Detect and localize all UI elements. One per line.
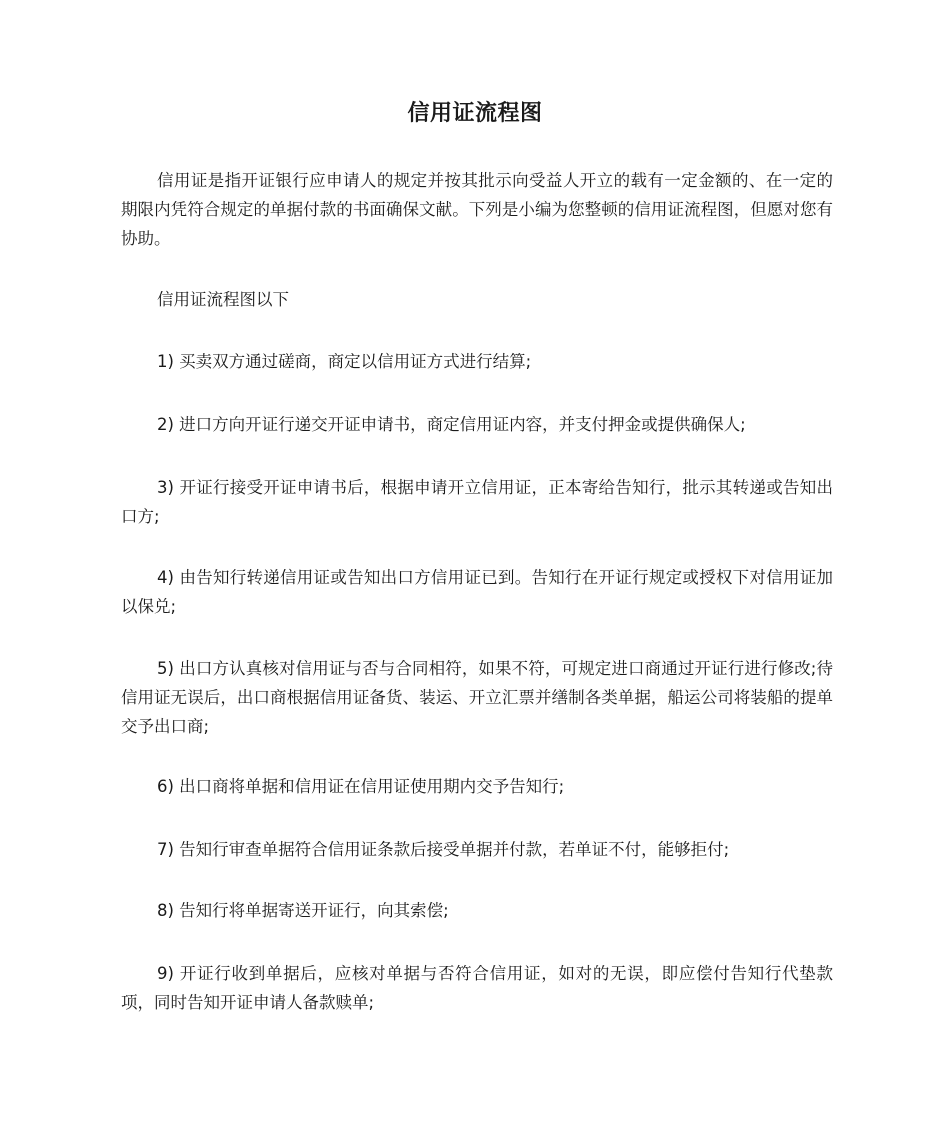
step-1-paragraph: 1) 买卖双方通过磋商，商定以信用证方式进行结算; — [157, 352, 532, 371]
step-7-paragraph: 7) 告知行审查单据符合信用证条款后接受单据并付款，若单证不付，能够拒付; — [157, 840, 730, 859]
step-4-paragraph: 4) 由告知行转递信用证或告知出口方信用证已到。告知行在开证行规定或授权下对信用证加以保兑; — [121, 568, 833, 616]
flow-heading-paragraph: 信用证流程图以下 — [157, 290, 289, 309]
step-9-paragraph: 9) 开证行收到单据后，应核对单据与否符合信用证，如对的无误，即应偿付告知行代垫款项，同时告知开证申请人备款赎单; — [121, 964, 833, 1012]
step-5-paragraph: 5) 出口方认真核对信用证与否与合同相符，如果不符，可规定进口商通过开证行进行修改;待信用证无误后，出口商根据信用证备货、装运、开立汇票并缮制各类单据，船运公司将装船的提单交予出口商; — [121, 659, 833, 736]
step-2-paragraph: 2) 进口方向开证行递交开证申请书，商定信用证内容，并支付押金或提供确保人; — [157, 415, 746, 434]
step-6-paragraph: 6) 出口商将单据和信用证在信用证使用期内交予告知行; — [157, 777, 565, 796]
intro-paragraph: 信用证是指开证银行应申请人的规定并按其批示向受益人开立的载有一定金额的、在一定的期限内凭符合规定的单据付款的书面确保文献。下列是小编为您整顿的信用证流程图，但愿对您有协助。 — [121, 171, 833, 248]
step-3-paragraph: 3) 开证行接受开证申请书后，根据申请开立信用证，正本寄给告知行，批示其转递或告知出口方; — [121, 478, 833, 526]
step-8-paragraph: 8) 告知行将单据寄送开证行，向其索偿; — [157, 901, 449, 920]
document-title: 信用证流程图 — [407, 101, 543, 126]
